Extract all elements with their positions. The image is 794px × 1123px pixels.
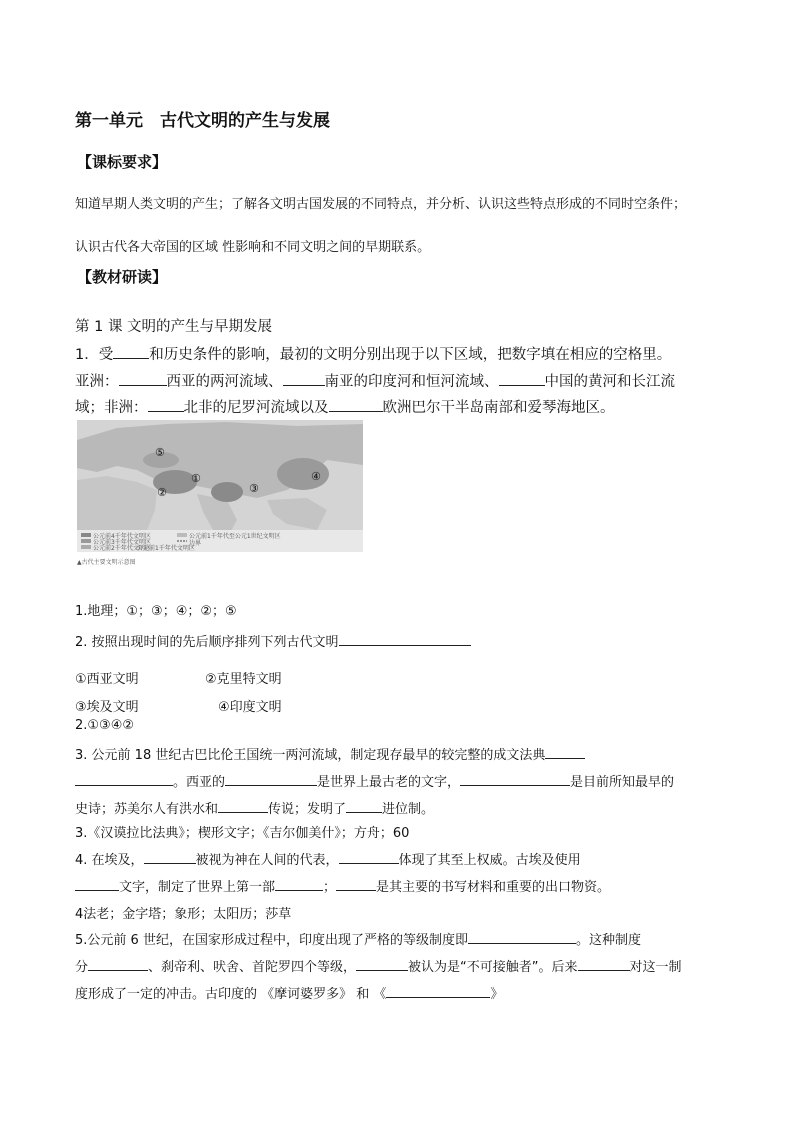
q1-text: 北非的尼罗河流域以及 [183,400,329,416]
blank[interactable] [545,744,585,759]
blank[interactable] [275,876,323,891]
q1-text: 南亚的印度河和恒河流域、 [324,374,499,390]
blank[interactable] [75,771,173,786]
lesson-title: 第 1 课 文明的产生与早期发展 [75,319,273,335]
q1-line-2 [75,370,675,391]
blank[interactable] [225,771,317,786]
blank[interactable] [329,397,383,412]
blank[interactable] [88,956,148,971]
q3-text: 进位制。 [382,802,435,817]
q5-line-3 [75,983,503,1002]
blank[interactable] [144,849,196,864]
blank[interactable] [119,371,167,386]
blank[interactable] [578,956,630,971]
map-legend-item: 公元前2千年代文明区 [93,545,151,552]
q5-text: 度形成了一定的冲击。古印度的 《摩诃婆罗多》 和 《 [75,987,387,1002]
q2-option-1: ①西亚文明 [75,672,139,687]
q2-line [75,631,471,650]
map-legend-item: 公元前1千年代文明区 [137,545,195,552]
q4-text: 是其主要的书写材料和重要的出口物资。 [376,880,611,895]
blank[interactable] [499,371,545,386]
q4-line-2 [75,876,610,895]
blank[interactable] [468,929,576,944]
map-caption: ▲古代主要文明示意图 [77,559,136,566]
q3-line-2 [75,771,674,790]
map-marker-4: ④ [311,470,321,483]
q3-text: 传说；发明了 [268,802,347,817]
blank[interactable] [460,771,570,786]
q1-text: 欧洲巴尔干半岛南部和爱琴海地区。 [382,400,615,416]
map-marker-5: ⑤ [155,446,165,459]
q1-text: 1．受 [75,347,114,363]
q4-text: 体现了其至上权威。古埃及使用 [398,853,581,868]
blank[interactable] [283,371,325,386]
q5-text: 5.公元前 6 世纪，在国家形成过程中，印度出现了严格的等级制度即 [75,933,468,948]
map-legend-item: 公元前1千年代至公元1世纪文明区 [189,533,281,540]
q2-text: 2. 按照出现时间的先后顺序排列下列古代文明 [75,635,339,650]
blank[interactable] [339,849,399,864]
answer-2: 2.①③④② [75,718,135,733]
blank[interactable] [148,397,184,412]
blank[interactable] [75,876,119,891]
answer-4: 4法老；金字塔；象形；太阳历；莎草 [75,907,292,922]
q2-option-2: ②克里特文明 [205,672,282,687]
q5-text: 对这一制 [629,960,682,975]
blank[interactable] [336,876,376,891]
answer-1: 1.地理；①；③；④；②；⑤ [75,604,237,619]
q1-text: 西亚的两河流域、 [166,374,283,390]
q1-text: 中国的黄河和长江流 [544,374,675,390]
q5-text: 被认为是“不可接触者”。后来 [408,960,578,975]
q5-line-1 [75,929,641,948]
q2-option-4: ④印度文明 [218,700,282,715]
blank[interactable] [113,344,149,359]
q5-line-2 [75,956,682,975]
map-marker-1: ① [191,472,201,485]
q1-text: 亚洲： [75,374,119,390]
map-legend-item: 公元前4千年代文明区 [93,533,151,540]
blank[interactable] [339,631,471,646]
q1-text: 和历史条件的影响，最初的文明分别出现于以下区域，把数字填在相应的空格里。 [149,347,672,363]
q5-text: 。这种制度 [575,933,641,948]
q3-line-1 [75,744,585,763]
q1-line-3 [75,396,615,417]
q5-text: 分 [75,960,89,975]
blank[interactable] [356,956,408,971]
blank[interactable] [386,983,490,998]
section-head-reading: 【教材研读】 [77,268,168,286]
map-marker-2: ② [157,486,167,499]
blank[interactable] [218,798,268,813]
ancient-civilizations-map [77,420,363,552]
map-legend-item: 边界 [189,540,202,547]
q4-line-1 [75,849,581,868]
q3-text: 是目前所知最早的 [570,775,675,790]
q3-text: 史诗；苏美尔人有洪水和 [75,802,219,817]
answer-3: 3.《汉谟拉比法典》；楔形文字；《吉尔伽美什》；方舟；60 [75,826,410,841]
unit-title: 第一单元 古代文明的产生与发展 [75,111,330,131]
q1-text: 域；非洲： [75,400,148,416]
q2-option-3: ③埃及文明 [75,700,139,715]
section-head-requirements: 【课标要求】 [77,153,168,171]
q4-text: 被视为神在人间的代表， [195,853,339,868]
requirement-line-1: 知道早期人类文明的产生；了解各文明古国发展的不同特点，并分析、认识这些特点形成的不同时空条件； [75,197,687,212]
q3-text: 。西亚的 [173,775,226,790]
q3-text: 是世界上最古老的文字， [317,775,461,790]
q5-text: 》 [490,987,504,1002]
q3-text: 3. 公元前 18 世纪古巴比伦王国统一两河流域，制定现存最早的较完整的成文法典 [75,748,546,763]
requirement-line-2: 认识古代各大帝国的区域 性影响和不同文明之间的早期联系。 [75,240,431,255]
q3-line-3 [75,798,434,817]
map-legend-item: 公元前3千年代文明区 [93,539,151,546]
q5-text: 、刹帝利、吠舍、首陀罗四个等级， [148,960,357,975]
blank[interactable] [346,798,382,813]
map-marker-3: ③ [249,482,259,495]
q4-text: ； [323,880,337,895]
q4-text: 4. 在埃及， [75,853,144,868]
q4-text: 文字，制定了世界上第一部 [119,880,276,895]
q1-line-1 [75,343,671,364]
